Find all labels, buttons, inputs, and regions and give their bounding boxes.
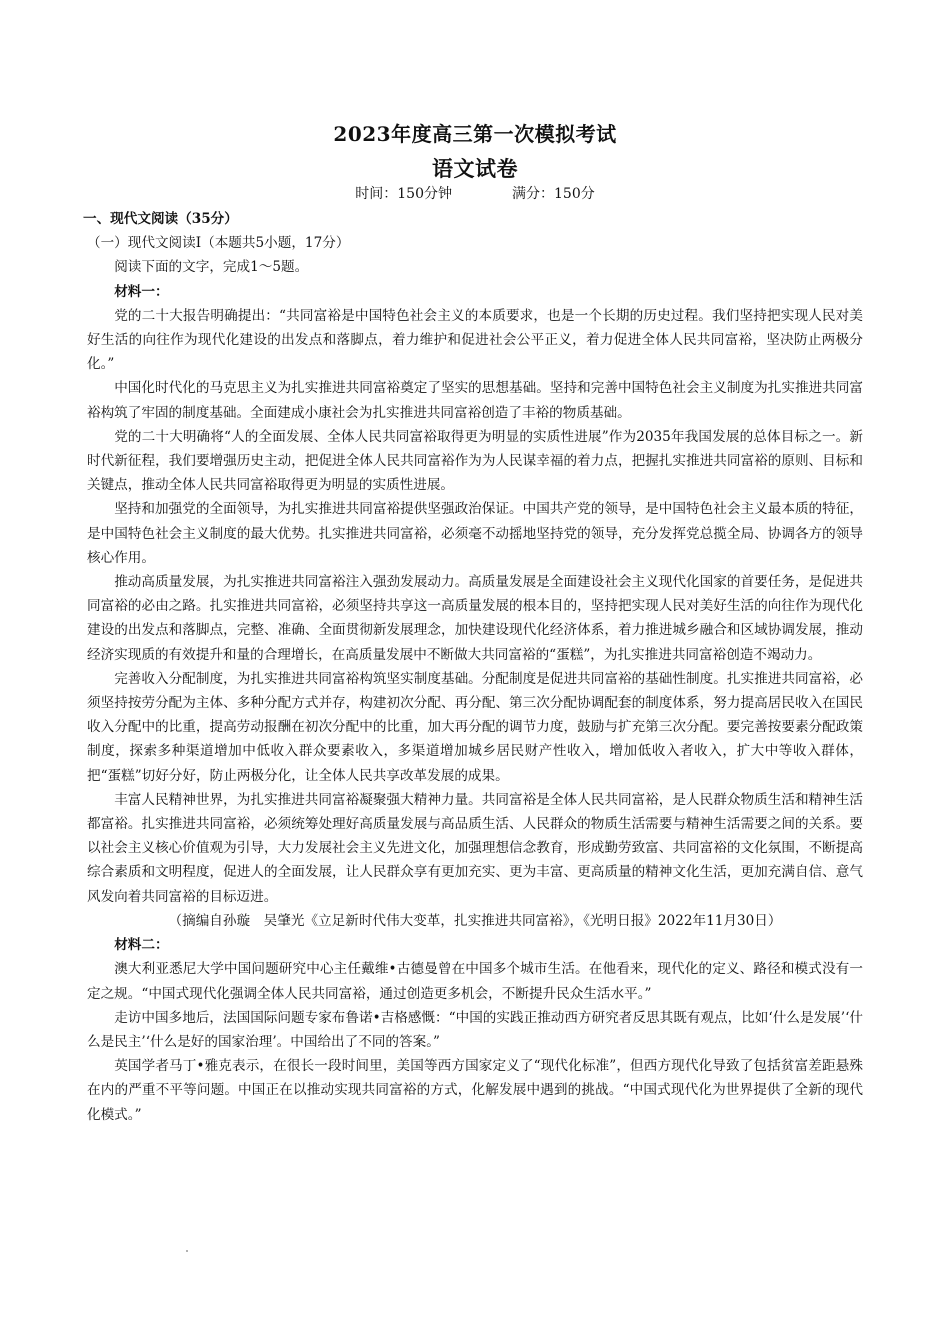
exam-score: 满分：150分 [512, 186, 595, 202]
material1-paragraph: 完善收入分配制度，为扎实推进共同富裕构筑坚实制度基础。分配制度是促进共同富裕的基础性制度。扎实推进共同富裕，必须坚持按劳分配为主体、多种分配方式并存，构建初次分配、再分配、第三次分配协调配套的制度体系，努力提高居民收入在国民收入分配中的比重，提高劳动报酬在初次分配中的比重，加大再分配的调节力度，鼓励与扩充第三次分配。要完善按要素分配政策制度，探索多种渠道增加中低收入群众要素收入，多渠道增加城乡居民财产性收入，增加低收入者收入，扩大中等收入群体，把“蛋糕”切好分好，防止两极分化，让全体人民共享改革发展的成果。 [87, 670, 863, 784]
section-subheading: （一）现代文阅读Ⅰ（本题共5小题，17分） [87, 235, 350, 252]
material2-label: 材料二： [114, 937, 169, 954]
exam-body [83, 207, 863, 1127]
material2-paragraph: 英国学者马丁•雅克表示，在很长一段时间里，美国等西方国家定义了“现代化标准”，但西方现代化导致了包括贫富差距悬殊在内的严重不平等问题。中国正在以推动实现共同富裕的方式，化解发展中遇到的挑战。“中国式现代化为世界提供了全新的现代化模式。” [87, 1058, 863, 1123]
material2-paragraph: 澳大利亚悉尼大学中国问题研究中心主任戴维•古德曼曾在中国多个城市生活。在他看来，现代化的定义、路径和模式没有一定之规。“中国式现代化强调全体人民共同富裕，通过创造更多机会，不断提升民众生活水平。” [87, 961, 863, 1002]
page-mark-dot [186, 1250, 188, 1252]
exam-subtitle: 语文试卷 [432, 156, 518, 181]
material1-label: 材料一： [114, 283, 169, 300]
exam-meta [0, 183, 950, 203]
exam-title: 2023年度高三第一次模拟考试 [333, 122, 617, 146]
material1-paragraph: 推动高质量发展，为扎实推进共同富裕注入强劲发展动力。高质量发展是全面建设社会主义现代化国家的首要任务，是促进共同富裕的必由之路。扎实推进共同富裕，必须坚持共享这一高质量发展的根本目的，坚持把实现人民对美好生活的向往作为现代化建设的出发点和落脚点，完整、准确、全面贯彻新发展理念，加快建设现代化经济体系，着力推进城乡融合和区域协调发展，推动经济实现质的有效提升和量的合理增长，在高质量发展中不断做大共同富裕的“蛋糕”，为扎实推进共同富裕创造不竭动力。 [87, 574, 863, 663]
material1-paragraph: 坚持和加强党的全面领导，为扎实推进共同富裕提供坚强政治保证。中国共产党的领导，是中国特色社会主义最本质的特征，是中国特色社会主义制度的最大优势。扎实推进共同富裕，必须毫不动摇地坚持党的领导，充分发挥党总揽全局、协调各方的领导核心作用。 [87, 501, 863, 566]
section-heading: 一、现代文阅读（35分） [83, 211, 238, 227]
exam-time: 时间：150分钟 [355, 186, 452, 202]
material1-source: （摘编自孙璇 吴肇光《立足新时代伟大变革，扎实推进共同富裕》，《光明日报》2022年11月30日） [168, 912, 782, 929]
material1-paragraph: 党的二十大报告明确提出：“共同富裕是中国特色社会主义的本质要求，也是一个长期的历史过程。我们坚持把实现人民对美好生活的向往作为现代化建设的出发点和落脚点，着力维护和促进社会公平正义，着力促进全体人民共同富裕，坚决防止两极分化。” [87, 307, 863, 373]
material1-paragraph: 党的二十大明确将“人的全面发展、全体人民共同富裕取得更为明显的实质性进展”作为2035年我国发展的总体目标之一。新时代新征程，我们要增强历史主动，把促进全体人民共同富裕作为为人民谋幸福的着力点，把握扎实推进共同富裕的原则、目标和关键点，推动全体人民共同富裕取得更为明显的实质性进展。 [87, 428, 863, 494]
material1-paragraph: 中国化时代化的马克思主义为扎实推进共同富裕奠定了坚实的思想基础。坚持和完善中国特色社会主义制度为扎实推进共同富裕构筑了牢固的制度基础。全面建成小康社会为扎实推进共同富裕创造了丰裕的物质基础。 [87, 380, 863, 421]
material1-paragraph: 丰富人民精神世界，为扎实推进共同富裕凝聚强大精神力量。共同富裕是全体人民共同富裕，是人民群众物质生活和精神生活都富裕。扎实推进共同富裕，必须统筹处理好高质量发展与高品质生活、人民群众的物质生活需要与精神生活需要之间的关系。要以社会主义核心价值观为引导，大力发展社会主义先进文化，加强理想信念教育，形成勤劳致富、共同富裕的文化氛围，不断提高综合素质和文明程度，促进人的全面发展，让人民群众享有更加充实、更为丰富、更高质量的精神文化生活，更加充满自信、意气风发向着共同富裕的目标迈进。 [87, 791, 863, 905]
section-instruction: 阅读下面的文字，完成1～5题。 [114, 259, 309, 276]
material2-paragraph: 走访中国多地后，法国国际问题专家布鲁诺•吉格感慨：“中国的实践正推动西方研究者反思其既有观点，比如‘什么是发展’‘什么是民主’‘什么是好的国家治理’。中国给出了不同的答案。” [87, 1009, 863, 1050]
